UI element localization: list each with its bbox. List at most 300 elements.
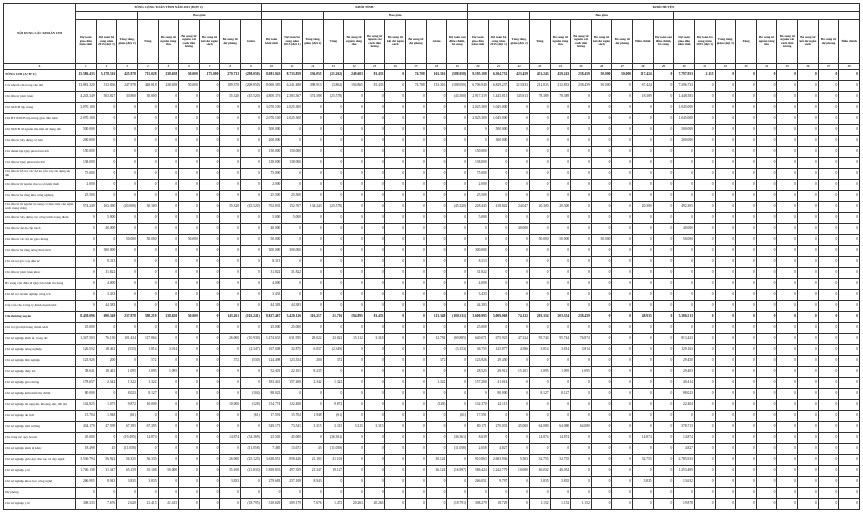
table-cell: 0 [715, 301, 736, 312]
table-cell: 0 [818, 257, 839, 268]
table-cell: 1.095 [137, 367, 158, 378]
table-cell: 0 [777, 268, 798, 279]
row-label: Chi sự nghiệp kinh tế, trong đó: [4, 334, 76, 345]
table-cell: 503.827 [96, 92, 117, 103]
table-cell: 0 [798, 180, 819, 191]
table-row [4, 114, 860, 125]
table-cell: 0 [406, 455, 427, 466]
table-cell: 0 [323, 488, 344, 499]
table-cell: 7.296.733 [674, 81, 695, 92]
table-cell: 0 [96, 114, 117, 125]
table-cell: 0 [571, 433, 592, 444]
table-cell: 0 [137, 268, 158, 279]
table-cell: 0 [468, 224, 489, 235]
table-cell: 30.300 [137, 202, 158, 213]
table-cell: 0 [633, 323, 654, 334]
table-cell: 0 [364, 191, 385, 202]
table-cell: 0 [715, 257, 736, 268]
table-cell: (20.000) [117, 202, 138, 213]
table-cell: 0 [241, 224, 262, 235]
table-cell: 8.733.859 [282, 70, 303, 81]
table-cell: 0 [715, 400, 736, 411]
table-cell: (2.349) [323, 345, 344, 356]
table-cell: 0 [385, 103, 406, 114]
table-cell: 0 [736, 334, 757, 345]
table-cell: 0 [715, 334, 736, 345]
table-cell: 0 [736, 488, 757, 499]
table-cell: 3.315 [344, 422, 365, 433]
table-cell: 0 [385, 114, 406, 125]
table-row [4, 103, 860, 114]
table-cell: 0 [674, 279, 695, 290]
table-cell: 0 [220, 169, 241, 180]
table-cell: 0 [839, 488, 860, 499]
table-cell: 0 [344, 103, 365, 114]
table-cell: 0 [158, 378, 179, 389]
column-index: 2 [96, 64, 117, 70]
table-cell: 40.000 [96, 224, 117, 235]
table-cell: 0 [818, 147, 839, 158]
table-cell: 0 [798, 279, 819, 290]
table-cell: 0 [694, 345, 715, 356]
table-cell: 0 [137, 444, 158, 455]
table-cell: 0 [426, 389, 447, 400]
table-cell: 300.000 [468, 246, 489, 257]
table-cell: 0 [302, 290, 323, 301]
table-cell: 0 [241, 422, 262, 433]
table-cell: 0 [385, 279, 406, 290]
table-cell: 0 [612, 136, 633, 147]
table-cell: 0 [447, 103, 468, 114]
table-cell: 0 [241, 290, 262, 301]
table-cell: 0 [777, 466, 798, 477]
table-cell: 0 [385, 400, 406, 411]
table-cell: 0 [137, 257, 158, 268]
table-cell: 0 [550, 257, 571, 268]
table-cell: 0 [715, 92, 736, 103]
table-cell: 0 [323, 268, 344, 279]
table-cell: 0 [612, 312, 633, 323]
table-cell: (69.885) [447, 334, 468, 345]
table-cell: 0 [406, 422, 427, 433]
table-cell: 0 [344, 323, 365, 334]
row-label: Chi sự nghiệp tài nguyên, khoáng sản, đất đai [4, 400, 76, 411]
table-cell: 8.313 [96, 257, 117, 268]
table-cell: 0 [220, 147, 241, 158]
table-cell: 0 [406, 444, 427, 455]
table-cell: 0 [777, 103, 798, 114]
table-cell: 0 [344, 114, 365, 125]
table-cell: 157.200 [468, 378, 489, 389]
table-cell: 31.822 [282, 268, 303, 279]
table-cell: 8.060.383 [261, 81, 282, 92]
table-cell: 0 [426, 444, 447, 455]
table-cell: 0 [777, 477, 798, 488]
table-cell: 0 [199, 301, 220, 312]
table-cell: 0 [798, 345, 819, 356]
table-cell: 0 [633, 125, 654, 136]
table-cell: 0 [818, 367, 839, 378]
row-label: Chi sự nghiệp thủy lợi [4, 367, 76, 378]
table-cell: 0 [344, 246, 365, 257]
table-cell: 0 [509, 191, 530, 202]
table-cell: 0 [406, 488, 427, 499]
table-cell: 0 [364, 455, 385, 466]
table-cell: 0 [756, 323, 777, 334]
table-cell: 1.253.409 [674, 466, 695, 477]
table-cell: 0 [137, 290, 158, 301]
table-cell: 10.000 [509, 466, 530, 477]
table-cell: 0 [426, 180, 447, 191]
table-cell: 0 [550, 224, 571, 235]
table-cell: (3.153) [447, 345, 468, 356]
table-cell: 212.833 [550, 81, 571, 92]
table-cell: 0 [571, 224, 592, 235]
table-cell: 0 [715, 345, 736, 356]
table-cell: 0 [179, 257, 200, 268]
table-cell: 101.434 [117, 334, 138, 345]
table-cell: 0 [736, 224, 757, 235]
table-cell: 0 [179, 466, 200, 477]
row-label: Chi ĐT XDCB tập trung giao đầu năm [4, 114, 76, 125]
table-cell: 0 [241, 367, 262, 378]
table-cell: 0 [777, 345, 798, 356]
column-index: 10 [261, 64, 282, 70]
table-cell: 1.347.503 [76, 334, 97, 345]
table-cell: 0 [633, 246, 654, 257]
table-cell: 0 [674, 213, 695, 224]
table-cell: 0 [571, 290, 592, 301]
table-cell: 0 [364, 466, 385, 477]
table-cell: 0 [529, 103, 550, 114]
table-cell: 0 [199, 400, 220, 411]
table-cell: (45.520) [241, 92, 262, 103]
table-cell: 0 [756, 444, 777, 455]
table-cell: 0 [426, 191, 447, 202]
table-cell: 8.127 [137, 389, 158, 400]
table-cell: 0 [736, 389, 757, 400]
table-cell: 0 [117, 147, 138, 158]
table-cell: 0 [591, 257, 612, 268]
table-cell: 0 [633, 213, 654, 224]
table-cell: 0 [653, 400, 674, 411]
table-cell: 0 [839, 422, 860, 433]
table-cell: 0 [447, 246, 468, 257]
row-label: Chi sự nghiệp giáo dục đào tạo và dạy nghề [4, 455, 76, 466]
table-cell: 0 [798, 477, 819, 488]
table-cell: 0 [798, 433, 819, 444]
table-cell: 0 [117, 279, 138, 290]
table-cell: 0 [653, 158, 674, 169]
table-cell: 0 [612, 158, 633, 169]
table-cell: 0 [199, 422, 220, 433]
table-cell: 0 [302, 246, 323, 257]
table-cell: (11.058) [241, 444, 262, 455]
table-cell: 0 [694, 499, 715, 510]
table-cell: 2.683.936 [488, 455, 509, 466]
table-cell: 0 [777, 81, 798, 92]
table-cell: 0 [158, 235, 179, 246]
table-cell: 0 [694, 191, 715, 202]
table-cell: 0 [179, 400, 200, 411]
table-cell: 0 [798, 169, 819, 180]
table-cell: 0 [447, 477, 468, 488]
table-cell: 0 [406, 169, 427, 180]
table-cell: 28.525 [468, 367, 489, 378]
table-cell: 0 [385, 433, 406, 444]
table-cell: 0 [509, 125, 530, 136]
table-cell: 0 [798, 158, 819, 169]
table-cell: 129.163 [674, 345, 695, 356]
column-index: 5 [158, 64, 179, 70]
table-cell: 0 [241, 279, 262, 290]
table-cell: 0 [591, 246, 612, 257]
table-cell: 0 [406, 92, 427, 103]
column-index: 26 [591, 64, 612, 70]
table-cell: 0 [179, 378, 200, 389]
table-cell: 0 [96, 323, 117, 334]
table-cell: 0 [591, 279, 612, 290]
table-cell: 0 [653, 103, 674, 114]
table-cell: 0 [323, 147, 344, 158]
table-cell: 1.242.779 [488, 466, 509, 477]
table-cell: 0 [591, 125, 612, 136]
table-cell: 0 [158, 136, 179, 147]
table-cell: 0 [633, 169, 654, 180]
table-cell: 30.800 [117, 92, 138, 103]
table-cell: 0 [736, 444, 757, 455]
table-cell: 0 [818, 169, 839, 180]
table-cell: 0 [96, 191, 117, 202]
table-cell: 3.600.995 [468, 312, 489, 323]
column-header: Bổ sung từ nguồn cải cách tiền lương [777, 20, 798, 64]
table-row [4, 290, 860, 301]
table-cell: 75.000 [76, 169, 97, 180]
table-cell: 0 [756, 488, 777, 499]
table-cell: 0 [406, 224, 427, 235]
table-cell: 0 [653, 323, 674, 334]
table-cell: 0 [385, 301, 406, 312]
table-cell: 0 [633, 422, 654, 433]
table-cell: 0 [612, 367, 633, 378]
table-cell: 0 [426, 114, 447, 125]
table-cell: 4.000 [468, 279, 489, 290]
table-cell: 0 [426, 367, 447, 378]
table-cell: 497.359 [282, 466, 303, 477]
table-cell: (3.862) [323, 81, 344, 92]
table-cell: 0 [488, 191, 509, 202]
table-row [4, 268, 860, 279]
table-cell: 0 [694, 169, 715, 180]
table-cell: 3.536.794 [76, 455, 97, 466]
table-cell: 0 [509, 378, 530, 389]
table-cell: 0 [694, 180, 715, 191]
table-cell: 0 [137, 158, 158, 169]
table-cell: 0 [591, 400, 612, 411]
table-cell: 0 [364, 213, 385, 224]
table-cell: 0 [736, 136, 757, 147]
table-cell: 9.797 [488, 477, 509, 488]
table-cell: 0 [550, 158, 571, 169]
column-header: Điều chỉnh [633, 20, 654, 64]
table-cell: 0 [633, 378, 654, 389]
table-cell: 0 [674, 147, 695, 158]
table-cell: 0 [220, 389, 241, 400]
table-cell: 0 [406, 345, 427, 356]
table-cell: 189.370 [220, 81, 241, 92]
table-cell: (530) [241, 356, 262, 367]
table-cell: 0 [344, 180, 365, 191]
table-cell: 0 [571, 213, 592, 224]
table-cell: 0 [736, 356, 757, 367]
table-cell: 0 [509, 114, 530, 125]
table-cell: 0 [756, 246, 777, 257]
column-header: Giảm [426, 20, 447, 64]
table-cell: 1.095 [550, 367, 571, 378]
table-cell: 0 [426, 433, 447, 444]
table-cell: 0 [798, 191, 819, 202]
table-cell: 0 [282, 224, 303, 235]
table-cell: 0 [241, 136, 262, 147]
table-cell: 0 [756, 268, 777, 279]
table-cell: 0 [509, 103, 530, 114]
table-row [4, 125, 860, 136]
table-cell: 117.864 [137, 334, 158, 345]
table-cell: 249.603 [344, 70, 365, 81]
table-cell: 0 [674, 323, 695, 334]
table-cell: 0 [633, 400, 654, 411]
table-cell: 0 [777, 213, 798, 224]
table-cell: 0 [633, 114, 654, 125]
table-cell: (19.495) [117, 433, 138, 444]
table-cell: 0 [550, 356, 571, 367]
table-cell: 0 [694, 301, 715, 312]
table-cell: 0 [715, 455, 736, 466]
table-cell: 2.917.319 [468, 92, 489, 103]
table-cell: (16.997) [447, 466, 468, 477]
table-cell: 0 [529, 356, 550, 367]
table-cell: 0 [199, 169, 220, 180]
table-cell: 31.822 [468, 268, 489, 279]
table-cell: 125.877 [488, 345, 509, 356]
table-cell: 4.000 [261, 279, 282, 290]
table-cell: 300.000 [282, 246, 303, 257]
table-cell: 0 [447, 290, 468, 301]
table-cell: 0 [529, 147, 550, 158]
table-cell: 0 [674, 257, 695, 268]
table-cell: 0 [777, 290, 798, 301]
table-cell: 64.080 [550, 422, 571, 433]
table-cell: 228.445 [468, 202, 489, 213]
table-cell: 0 [241, 257, 262, 268]
table-cell: 0 [76, 257, 97, 268]
table-cell: 0 [839, 477, 860, 488]
table-cell: 0 [633, 224, 654, 235]
table-cell: 0 [117, 103, 138, 114]
table-cell: (36.361) [323, 433, 344, 444]
table-cell: 50.000 [179, 70, 200, 81]
table-cell: 0 [137, 213, 158, 224]
table-cell: 0 [694, 213, 715, 224]
table-cell: 35.320 [220, 92, 241, 103]
table-cell: 0 [798, 301, 819, 312]
table-cell: 0 [96, 180, 117, 191]
table-cell: 0 [653, 114, 674, 125]
table-cell: 0 [571, 411, 592, 422]
table-cell: 0 [529, 257, 550, 268]
table-cell: 0 [818, 114, 839, 125]
table-cell: 35.108 [220, 466, 241, 477]
table-cell: 0 [633, 334, 654, 345]
table-cell: 0 [302, 147, 323, 158]
table-cell: 21.103 [323, 455, 344, 466]
column-index: 30 [674, 64, 695, 70]
table-cell: 0 [818, 323, 839, 334]
table-cell: 0 [694, 114, 715, 125]
table-cell: 0 [302, 257, 323, 268]
table-cell: 0 [344, 279, 365, 290]
table-cell: 0 [777, 169, 798, 180]
table-cell: 0 [385, 213, 406, 224]
table-cell: 0 [117, 356, 138, 367]
table-cell: 0 [798, 323, 819, 334]
table-row [4, 92, 860, 103]
table-cell: 0 [612, 268, 633, 279]
table-cell: 0 [179, 158, 200, 169]
table-cell: 5.000 [261, 213, 282, 224]
table-cell: 0 [756, 202, 777, 213]
table-cell: 0 [756, 378, 777, 389]
table-cell: 0 [736, 158, 757, 169]
table-cell: (108.050) [447, 81, 468, 92]
table-cell: 0 [591, 389, 612, 400]
table-cell: 3.070.100 [76, 103, 97, 114]
table-cell: 0 [199, 444, 220, 455]
table-cell: 0 [777, 356, 798, 367]
table-cell: 1.474.633 [261, 334, 282, 345]
table-cell: 0 [777, 334, 798, 345]
table-cell: 0 [798, 125, 819, 136]
row-label: Chi sự nghiệp nông nghiệp [4, 345, 76, 356]
table-cell: 0 [323, 246, 344, 257]
table-cell: 0 [426, 224, 447, 235]
table-cell: 0 [818, 246, 839, 257]
table-cell: 0 [529, 323, 550, 334]
table-cell: 0 [571, 444, 592, 455]
table-cell: 0 [282, 169, 303, 180]
column-index: 31 [694, 64, 715, 70]
table-cell: 0 [674, 191, 695, 202]
table-cell: 2.383.367 [282, 92, 303, 103]
table-cell: 0 [653, 488, 674, 499]
table-cell: 0 [199, 202, 220, 213]
table-row [4, 235, 860, 246]
table-cell: 0 [447, 367, 468, 378]
table-cell: 0 [715, 114, 736, 125]
table-cell: 0 [550, 147, 571, 158]
table-cell: 0 [302, 389, 323, 400]
table-cell: 0 [323, 235, 344, 246]
table-cell: 238.459 [571, 312, 592, 323]
table-cell: 0 [179, 444, 200, 455]
table-cell: (61) [323, 411, 344, 422]
table-cell: 0 [364, 323, 385, 334]
table-cell: 0 [385, 235, 406, 246]
table-cell: 0 [406, 279, 427, 290]
table-cell: 0 [426, 411, 447, 422]
table-cell: 0 [364, 488, 385, 499]
table-cell: 0 [509, 488, 530, 499]
